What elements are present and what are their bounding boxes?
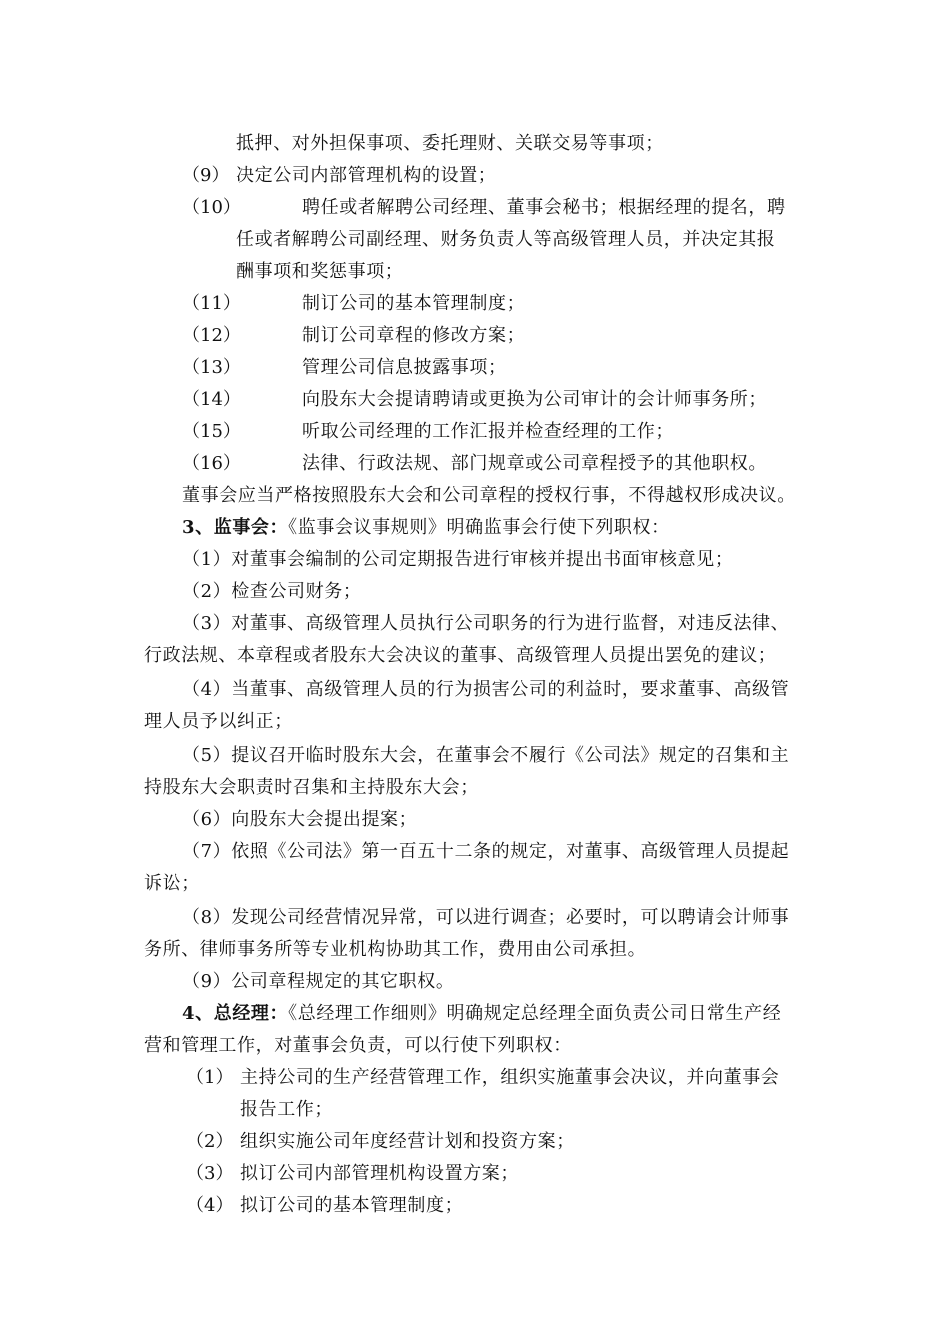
gm-heading [182,1002,781,1026]
gm-item-1-text-line2: 报告工作； [240,1099,333,1120]
gm-item-3-number: （3） [186,1163,234,1184]
supervisory-item-9: （9）公司章程规定的其它职权。 [182,971,455,992]
supervisory-item-8-line1: （8）发现公司经营情况异常，可以进行调查；必要时，可以聘请会计师事 [182,907,790,928]
supervisory-item-4-line2: 理人员予以纠正； [144,711,293,732]
supervisory-item-5-line1: （5）提议召开临时股东大会，在董事会不履行《公司法》规定的召集和主 [182,745,790,766]
list-item-15-number: （15） [182,421,241,442]
supervisory-heading-label: 3、监事会： [182,517,289,538]
list-item-10-text-line1: 聘任或者解聘公司经理、董事会秘书；根据经理的提名，聘 [302,197,786,218]
gm-item-3-text: 拟订公司内部管理机构设置方案； [240,1163,519,1184]
list-item-13-text: 管理公司信息披露事项； [302,357,507,378]
supervisory-item-3-line1: （3）对董事、高级管理人员执行公司职务的行为进行监督，对违反法律、 [182,613,790,634]
list-item-14-text: 向股东大会提请聘请或更换为公司审计的会计师事务所； [302,389,767,410]
gm-item-4-text: 拟订公司的基本管理制度； [240,1195,464,1216]
list-item-13-number: （13） [182,357,241,378]
supervisory-heading-text: 《监事会议事规则》明确监事会行使下列职权： [288,517,670,538]
supervisory-item-3-line2: 行政法规、本章程或者股东大会决议的董事、高级管理人员提出罢免的建议； [144,645,777,666]
gm-item-4-number: （4） [186,1195,234,1216]
supervisory-item-2: （2）检查公司财务； [182,581,362,602]
board-closing-paragraph: 董事会应当严格按照股东大会和公司章程的授权行事，不得越权形成决议。 [182,485,796,506]
list-item-15-text: 听取公司经理的工作汇报并检查经理的工作； [302,421,674,442]
list-item-16-text: 法律、行政法规、部门规章或公司章程授予的其他职权。 [302,453,767,474]
list-item-10-number: （10） [182,197,241,218]
supervisory-item-1: （1）对董事会编制的公司定期报告进行审核并提出书面审核意见； [182,549,734,570]
list-item-16-number: （16） [182,453,241,474]
supervisory-item-7-line2: 诉讼； [144,873,200,894]
supervisory-heading [182,516,670,540]
list-item-14-number: （14） [182,389,241,410]
gm-item-2-text: 组织实施公司年度经营计划和投资方案； [240,1131,575,1152]
supervisory-item-7-line1: （7）依照《公司法》第一百五十二条的规定，对董事、高级管理人员提起 [182,841,790,862]
supervisory-item-6: （6）向股东大会提出提案； [182,809,418,830]
gm-heading-label: 4、总经理： [182,1003,289,1024]
list-item-11-text: 制订公司的基本管理制度； [302,293,526,314]
gm-heading-line2: 营和管理工作，对董事会负责，可以行使下列职权： [144,1035,572,1056]
list-item-11-number: （11） [182,293,241,314]
list-item-9-text: 决定公司内部管理机构的设置； [236,165,497,186]
gm-item-1-number: （1） [186,1067,234,1088]
list-item-8-continuation: 抵押、对外担保事项、委托理财、关联交易等事项； [236,133,664,154]
gm-item-2-number: （2） [186,1131,234,1152]
list-item-12-number: （12） [182,325,241,346]
list-item-12-text: 制订公司章程的修改方案； [302,325,526,346]
list-item-9-number: （9） [182,165,230,186]
list-item-10-text-line3: 酬事项和奖惩事项； [236,261,404,282]
gm-heading-text: 《总经理工作细则》明确规定总经理全面负责公司日常生产经 [288,1003,782,1024]
supervisory-item-8-line2: 务所、律师事务所等专业机构协助其工作，费用由公司承担。 [144,939,647,960]
supervisory-item-5-line2: 持股东大会职责时召集和主持股东大会； [144,777,479,798]
supervisory-item-4-line1: （4）当董事、高级管理人员的行为损害公司的利益时，要求董事、高级管 [182,679,790,700]
list-item-10-text-line2: 任或者解聘公司副经理、财务负责人等高级管理人员，并决定其报 [236,229,776,250]
gm-item-1-text-line1: 主持公司的生产经营管理工作，组织实施董事会决议，并向董事会 [240,1067,780,1088]
